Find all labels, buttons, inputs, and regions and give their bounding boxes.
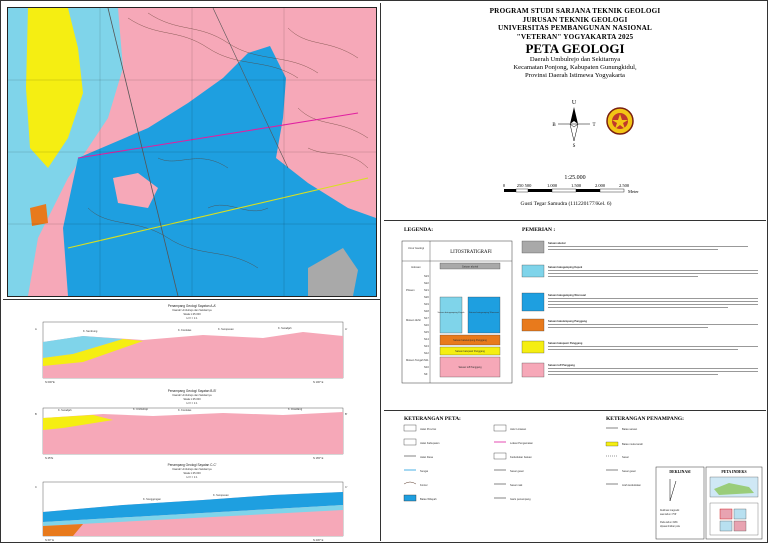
ket-peta-5: Batas Wilayah (420, 498, 437, 501)
section-b-left: B (35, 413, 37, 416)
section-c-label-1: K. Surupesan (213, 494, 229, 497)
section-b-ratio: H:V = 1:1 (186, 402, 198, 405)
area-line-1: Daerah Umbulrejo dan Sekitarnya (529, 56, 621, 63)
strat-label-4: Satuan tuff Panggang (458, 366, 482, 369)
legend-svg (384, 221, 766, 411)
epoch-2: Miosen Tengah (406, 359, 424, 362)
ket-peta-items (404, 425, 533, 501)
ket-penampang-1: Batas muka tanah (622, 443, 643, 446)
col-umur: Umur Geologi (407, 247, 425, 250)
area-line-2: Kecamatan Ponjong, Kabupaten Gunungkidul, (513, 63, 637, 71)
section-a-right: A' (345, 328, 348, 331)
pemerian-title: PEMERIAN : (522, 227, 556, 233)
section-a-bl: N 000°E (45, 381, 55, 384)
area-line-3: Provinsi Daerah Istimewa Yogyakarta (525, 71, 625, 79)
scale-tick-0: 0 (502, 183, 506, 188)
ket-peta-title: KETERANGAN PETA: (404, 416, 461, 422)
zone-5: N18 (424, 310, 429, 313)
section-a (35, 304, 348, 384)
north-b: B (552, 123, 556, 128)
decl-text-1: saat tahun 1°56' (660, 514, 677, 516)
north-s: S (572, 144, 576, 147)
strat-label-0: Satuan batugamping Kepek (437, 312, 465, 314)
ket-peta-4: Kontur (420, 484, 428, 487)
deklinasi-title: DEKLINASI (669, 470, 691, 474)
zone-3: N20 (424, 296, 429, 299)
strat-label-3: Satuan batupasir Panggang (455, 350, 485, 353)
zone-8: N15 (424, 331, 429, 334)
section-b-scale: Skala 1:25.000 (183, 398, 201, 401)
aluvial-label: Satuan aluvial (461, 265, 479, 269)
section-b-area: Daerah Umbulrejo dan Sekitarnya (172, 394, 212, 397)
scale-unit: Meter (628, 189, 639, 194)
section-c-scale: Skala 1:25.000 (183, 472, 201, 475)
ket-penampang-4: Arah kedudukan (622, 484, 641, 487)
zone-list (424, 274, 429, 376)
section-c (35, 463, 348, 542)
ket-peta-8: Kedudukan batuan (510, 456, 532, 459)
unit-descriptions (522, 241, 758, 377)
geologic-map-svg (8, 8, 376, 296)
ket-peta-1: Jalan Kabupaten (420, 442, 440, 445)
zone-4: N19 (424, 303, 429, 306)
cross-sections-svg (3, 300, 381, 542)
scale-tick-1: 250 500 (516, 183, 532, 188)
keterangan-svg (384, 411, 766, 542)
scale-tick-2: 1.000 (546, 183, 558, 188)
ket-penampang-3: Sesar geser (622, 470, 636, 473)
section-c-ratio: H:V = 1:1 (186, 476, 198, 479)
section-b-title: Penampang Geologi Sayatan B-B' (167, 389, 217, 393)
title-block (384, 3, 766, 218)
author: Gusti Tegar Samudra (111220177/Kel. 6) (520, 201, 612, 207)
zone-14: N9 (424, 373, 428, 376)
geologic-map[interactable] (7, 7, 377, 297)
section-a-left: A (35, 328, 37, 331)
left-column (3, 3, 381, 541)
col-lito: LITOSTRATIGRAFI (450, 250, 492, 255)
section-b-label-1: K. Umbulrejo (133, 408, 148, 411)
ket-peta-10: Sesar naik (510, 484, 523, 487)
legend (384, 220, 766, 410)
section-b-right: B' (345, 413, 348, 416)
deklinasi-box (656, 467, 704, 539)
section-c-area: Daerah Umbulrejo dan Sekitarnya (172, 468, 212, 471)
zone-10: N13 (424, 345, 429, 348)
ket-peta-7: Lokasi Pengamatan (510, 442, 533, 445)
decl-text-3: dipasat lintibar pola (660, 526, 680, 528)
zone-1: N22 (424, 282, 429, 285)
section-c-title: Penampang Geologi Sayatan C-C' (167, 463, 217, 467)
zone-7: N16 (424, 324, 429, 327)
zone-9: N14 (424, 338, 429, 341)
section-a-ratio: H:V = 1:1 (186, 317, 198, 320)
north-t: T (592, 123, 596, 128)
section-a-title: Penampang Geologi Sayatan A-A' (167, 304, 217, 308)
decl-text-0: Deklinasi magnetik (660, 510, 680, 512)
zone-12: N11 (424, 359, 429, 362)
cross-sections (3, 299, 381, 541)
scale-bar (446, 183, 706, 209)
map-title: PETA GEOLOGI (525, 41, 625, 56)
section-b (35, 389, 348, 460)
ket-peta-3: Sungai (420, 470, 429, 473)
holosen: Holosen (411, 266, 421, 269)
ket-penampang-title: KETERANGAN PENAMPANG: (606, 416, 684, 422)
scale-ratio: 1:25.000 (564, 175, 586, 181)
title-line-3: UNIVERSITAS PEMBANGUNAN NASIONAL (497, 24, 653, 32)
scale-tick-5: 2.500 (618, 183, 630, 188)
university-logo-icon (606, 107, 634, 135)
unit-1-name: Satuan batugamping Kepek (548, 266, 583, 269)
index-title: PETA INDEKS (721, 470, 747, 474)
section-c-bl: N 60° E (45, 539, 54, 542)
section-b-label-2: K. Koroklas (178, 409, 192, 412)
title-line-4: "VETERAN" YOGYAKARTA 2025 (516, 32, 634, 41)
unit-3-name: Satuan batulempung Panggang (548, 320, 587, 323)
zone-0: N23 (424, 275, 429, 278)
section-a-br: N 100° E (313, 381, 324, 384)
ket-peta-6: Jalur Lintasan (510, 428, 527, 431)
unit-0-name: Satuan aluvial (548, 242, 566, 245)
ket-penampang-0: Batas satuan (622, 428, 638, 431)
north-u: U (571, 100, 577, 106)
scale-tick-3: 1.500 (570, 183, 582, 188)
right-column (384, 3, 766, 541)
epoch-0: Pliosen (406, 289, 415, 292)
section-c-label-0: K. Songgongan (143, 498, 161, 501)
section-a-label-3: K. Suradjah (278, 327, 292, 330)
section-b-br: N 165° E (313, 457, 324, 460)
ket-peta-9: Sesar geser (510, 470, 524, 473)
epoch-1: Miosen Akhir (406, 319, 421, 322)
zone-6: N17 (424, 317, 429, 320)
section-b-label-3: K. Dowdang (288, 408, 303, 411)
section-c-left: C (35, 486, 37, 489)
ket-peta-11: Garis penampang (510, 498, 531, 501)
section-a-label-0: K. Sembung (83, 330, 98, 333)
title-line-2: JURUSAN TEKNIK GEOLOGI (522, 15, 628, 24)
unit-2-name: Satuan batugamping Wonosari (548, 294, 587, 297)
ket-peta-2: Jalan Desa (420, 456, 433, 459)
decl-text-2: Pada tahun 1966 (660, 522, 678, 524)
section-a-label-1: K. Koroklas (178, 329, 192, 332)
strat-label-2: Satuan batulempung Panggang (453, 339, 487, 342)
ket-peta-0: Jalan Provinsi (420, 428, 437, 431)
strat-label-1: Satuan batugamping Wonosari (469, 312, 499, 314)
section-c-br: N 230° E (313, 539, 324, 542)
legend-title: LEGENDA: (404, 227, 434, 233)
section-a-scale: Skala 1:25.000 (183, 313, 201, 316)
zone-2: N21 (424, 289, 429, 292)
zone-13: N10 (424, 366, 429, 369)
section-a-area: Daerah Umbulrejo dan Sekitarnya (172, 309, 212, 312)
section-a-label-2: K. Surupesan (218, 328, 234, 331)
ket-penampang-items (606, 427, 643, 487)
unit-4-name: Satuan batupasir Panggang (548, 342, 583, 345)
section-c-right: C' (345, 486, 348, 489)
scale-tick-4: 2.000 (594, 183, 606, 188)
ket-penampang-2: Sesar (622, 456, 629, 459)
section-b-bl: N 25°E (45, 457, 54, 460)
section-b-label-0: K. Suradjah (58, 409, 72, 412)
keterangan (384, 410, 766, 541)
unit-5-name: Satuan tuff Panggang (548, 364, 575, 367)
title-line-1: PROGRAM STUDI SARJANA TEKNIK GEOLOGI (489, 7, 661, 15)
north-arrow-icon (544, 97, 604, 147)
zone-11: N12 (424, 352, 429, 355)
